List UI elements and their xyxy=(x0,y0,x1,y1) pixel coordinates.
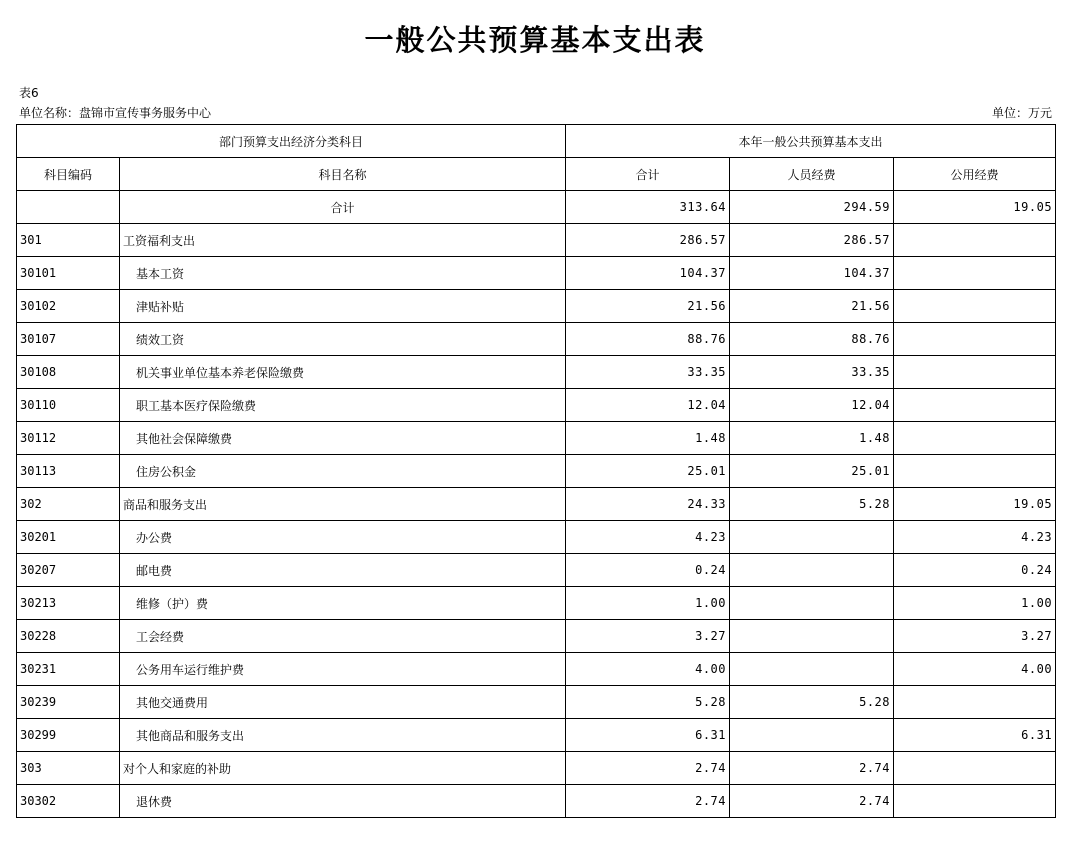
row-total: 104.37 xyxy=(566,257,730,290)
row-public: 3.27 xyxy=(894,620,1056,653)
row-personnel: 286.57 xyxy=(730,224,894,257)
table-row xyxy=(17,719,1056,752)
table-row xyxy=(17,224,1056,257)
row-code: 30299 xyxy=(17,719,120,752)
total-amount: 313.64 xyxy=(566,191,730,224)
row-public: 19.05 xyxy=(894,488,1056,521)
row-name: 其他交通费用 xyxy=(120,686,566,719)
row-public xyxy=(894,290,1056,323)
total-public: 19.05 xyxy=(894,191,1056,224)
header-column-row xyxy=(17,158,1056,191)
row-total: 25.01 xyxy=(566,455,730,488)
header-group-row xyxy=(17,125,1056,158)
row-personnel xyxy=(730,620,894,653)
currency-unit: 单位：万元 xyxy=(991,106,1052,120)
row-total: 6.31 xyxy=(566,719,730,752)
row-name: 津贴补贴 xyxy=(120,290,566,323)
row-total: 2.74 xyxy=(566,785,730,818)
row-public xyxy=(894,455,1056,488)
row-code: 30302 xyxy=(17,785,120,818)
row-public xyxy=(894,422,1056,455)
table-row xyxy=(17,356,1056,389)
table-row xyxy=(17,323,1056,356)
row-name: 办公费 xyxy=(120,521,566,554)
row-code: 30228 xyxy=(17,620,120,653)
row-total: 286.57 xyxy=(566,224,730,257)
row-name: 职工基本医疗保险缴费 xyxy=(120,389,566,422)
row-name: 邮电费 xyxy=(120,554,566,587)
row-personnel: 33.35 xyxy=(730,356,894,389)
row-name: 住房公积金 xyxy=(120,455,566,488)
row-name: 退休费 xyxy=(120,785,566,818)
table-row xyxy=(17,389,1056,422)
row-personnel xyxy=(730,554,894,587)
row-code: 30113 xyxy=(17,455,120,488)
row-total: 3.27 xyxy=(566,620,730,653)
header-code: 科目编码 xyxy=(17,158,120,191)
row-personnel: 5.28 xyxy=(730,686,894,719)
header-group-right: 本年一般公共预算基本支出 xyxy=(566,125,1056,158)
row-name: 基本工资 xyxy=(120,257,566,290)
row-total: 12.04 xyxy=(566,389,730,422)
total-code-cell xyxy=(17,191,120,224)
row-public xyxy=(894,356,1056,389)
header-group-left: 部门预算支出经济分类科目 xyxy=(17,125,566,158)
row-name: 工资福利支出 xyxy=(120,224,566,257)
table-row xyxy=(17,620,1056,653)
row-public: 6.31 xyxy=(894,719,1056,752)
row-total: 24.33 xyxy=(566,488,730,521)
row-code: 30207 xyxy=(17,554,120,587)
header-personnel: 人员经费 xyxy=(730,158,894,191)
row-public xyxy=(894,224,1056,257)
table-row xyxy=(17,488,1056,521)
row-total: 2.74 xyxy=(566,752,730,785)
row-code: 30231 xyxy=(17,653,120,686)
table-row xyxy=(17,521,1056,554)
row-public xyxy=(894,785,1056,818)
row-name: 绩效工资 xyxy=(120,323,566,356)
row-name: 对个人和家庭的补助 xyxy=(120,752,566,785)
table-number: 表6 xyxy=(19,86,39,100)
row-total: 0.24 xyxy=(566,554,730,587)
row-public: 0.24 xyxy=(894,554,1056,587)
row-personnel: 104.37 xyxy=(730,257,894,290)
row-public xyxy=(894,686,1056,719)
row-code: 30239 xyxy=(17,686,120,719)
row-personnel: 2.74 xyxy=(730,785,894,818)
row-public xyxy=(894,257,1056,290)
row-personnel xyxy=(730,653,894,686)
row-personnel: 25.01 xyxy=(730,455,894,488)
total-label: 合计 xyxy=(120,191,566,224)
row-public: 4.23 xyxy=(894,521,1056,554)
row-personnel: 1.48 xyxy=(730,422,894,455)
row-personnel: 2.74 xyxy=(730,752,894,785)
unit-name: 单位名称：盘锦市宣传事务服务中心 xyxy=(19,106,212,120)
row-total: 4.00 xyxy=(566,653,730,686)
table-row xyxy=(17,587,1056,620)
row-code: 30101 xyxy=(17,257,120,290)
row-total: 1.48 xyxy=(566,422,730,455)
row-public xyxy=(894,389,1056,422)
row-code: 302 xyxy=(17,488,120,521)
row-code: 30107 xyxy=(17,323,120,356)
row-total: 1.00 xyxy=(566,587,730,620)
row-personnel: 21.56 xyxy=(730,290,894,323)
row-personnel xyxy=(730,719,894,752)
header-total: 合计 xyxy=(566,158,730,191)
row-total: 33.35 xyxy=(566,356,730,389)
row-personnel: 5.28 xyxy=(730,488,894,521)
row-name: 商品和服务支出 xyxy=(120,488,566,521)
table-row xyxy=(17,257,1056,290)
header-public: 公用经费 xyxy=(894,158,1056,191)
row-code: 30110 xyxy=(17,389,120,422)
row-code: 303 xyxy=(17,752,120,785)
row-code: 30108 xyxy=(17,356,120,389)
row-name: 工会经费 xyxy=(120,620,566,653)
row-code: 30201 xyxy=(17,521,120,554)
total-row xyxy=(17,191,1056,224)
total-personnel: 294.59 xyxy=(730,191,894,224)
page-title: 一般公共预算基本支出表 xyxy=(364,23,706,57)
row-total: 88.76 xyxy=(566,323,730,356)
table-row xyxy=(17,752,1056,785)
table-row xyxy=(17,422,1056,455)
row-code: 30112 xyxy=(17,422,120,455)
header-name: 科目名称 xyxy=(120,158,566,191)
table-row xyxy=(17,290,1056,323)
row-personnel xyxy=(730,587,894,620)
row-personnel: 12.04 xyxy=(730,389,894,422)
row-code: 301 xyxy=(17,224,120,257)
table-row xyxy=(17,686,1056,719)
budget-table xyxy=(16,124,1056,818)
row-name: 机关事业单位基本养老保险缴费 xyxy=(120,356,566,389)
row-name: 维修（护）费 xyxy=(120,587,566,620)
table-row xyxy=(17,554,1056,587)
table-row xyxy=(17,785,1056,818)
row-code: 30102 xyxy=(17,290,120,323)
row-total: 5.28 xyxy=(566,686,730,719)
row-name: 公务用车运行维护费 xyxy=(120,653,566,686)
row-total: 4.23 xyxy=(566,521,730,554)
row-public xyxy=(894,323,1056,356)
row-code: 30213 xyxy=(17,587,120,620)
row-name: 其他社会保障缴费 xyxy=(120,422,566,455)
row-personnel xyxy=(730,521,894,554)
table-row xyxy=(17,653,1056,686)
row-name: 其他商品和服务支出 xyxy=(120,719,566,752)
row-personnel: 88.76 xyxy=(730,323,894,356)
row-public xyxy=(894,752,1056,785)
row-public: 1.00 xyxy=(894,587,1056,620)
row-public: 4.00 xyxy=(894,653,1056,686)
table-row xyxy=(17,455,1056,488)
row-total: 21.56 xyxy=(566,290,730,323)
